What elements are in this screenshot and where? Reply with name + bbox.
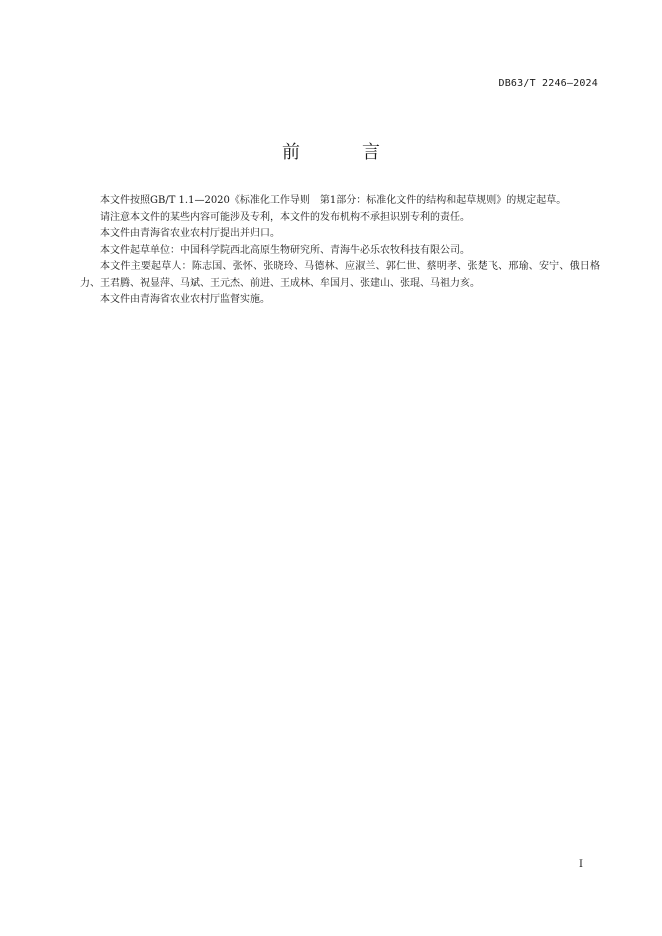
page-title: 前 言 (282, 142, 402, 163)
paragraph-proposer: 本文件由青海省农业农村厅提出并归口。 (100, 228, 280, 239)
paragraph-main-drafters: 本文件主要起草人：陈志国、张怀、张晓玲、马德林、应淑兰、郭仁世、蔡明孝、张楚飞、邢瑜、安宁、俄日格力、王君腾、祝显萍、马斌、王元杰、前进、王成林、牟国月、张建山、张琨、马祖力亥。 (80, 261, 600, 289)
paragraph-supervisor: 本文件由青海省农业农村厅监督实施。 (100, 294, 270, 305)
page-number: I (579, 859, 583, 870)
document-body (80, 193, 600, 309)
paragraph-drafting-basis: 本文件按照GB/T 1.1—2020《标准化工作导则 第1部分：标准化文件的结构和起草规则》的规定起草。 (100, 195, 567, 206)
paragraph-patent-notice: 请注意本文件的某些内容可能涉及专利，本文件的发布机构不承担识别专利的责任。 (100, 211, 470, 223)
paragraph-drafting-units: 本文件起草单位：中国科学院西北高原生物研究所、青海牛必乐农牧科技有限公司。 (100, 244, 470, 256)
standard-number: DB63/T 2246—2024 (498, 78, 598, 89)
